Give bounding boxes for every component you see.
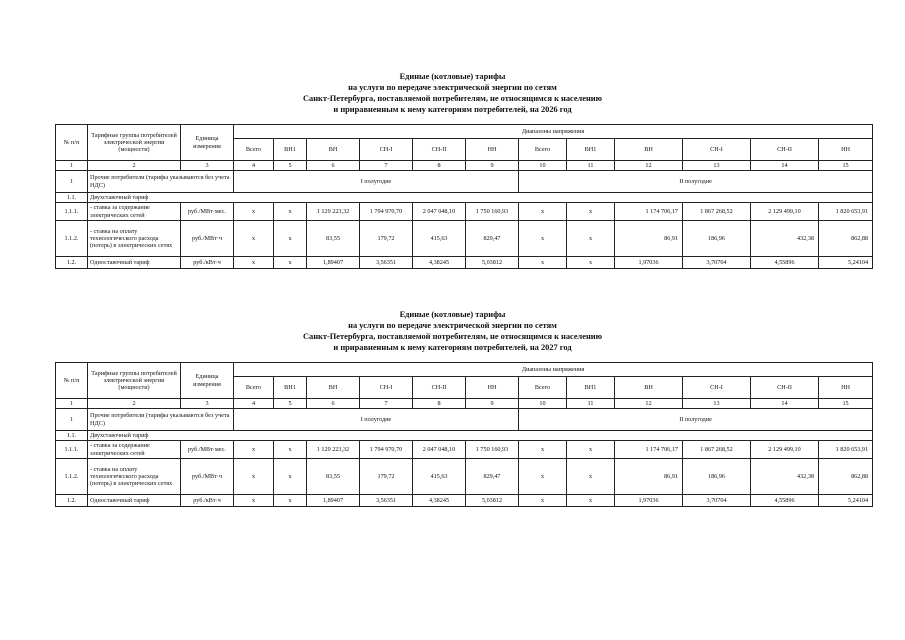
value-cell: х xyxy=(234,203,274,221)
header-col: Всего xyxy=(234,139,274,161)
value-cell: х xyxy=(519,441,567,459)
value-cell: 3,70704 xyxy=(683,257,751,269)
title-line: Санкт-Петербурга, поставляемой потребителям, не относящимся к населению xyxy=(302,94,603,103)
value-cell: х xyxy=(274,221,307,257)
row-label: - ставка на оплату технологического расхода (потерь) в электрических сетях xyxy=(88,221,181,257)
index-cell: 13 xyxy=(683,399,751,409)
row-num: 1.1. xyxy=(56,431,88,441)
header-col: ВН xyxy=(307,139,360,161)
value-cell: 2 047 048,10 xyxy=(413,441,466,459)
index-cell: 6 xyxy=(307,399,360,409)
index-cell: 5 xyxy=(274,161,307,171)
value-cell: 862,88 xyxy=(819,459,873,495)
header-col: СН-II xyxy=(413,139,466,161)
header-col: СН-I xyxy=(360,139,413,161)
header-col: ВН1 xyxy=(567,377,615,399)
value-cell: 2 129 499,10 xyxy=(751,441,819,459)
value-cell: х xyxy=(234,221,274,257)
value-cell: 4,38245 xyxy=(413,495,466,507)
index-cell: 8 xyxy=(413,399,466,409)
tariff-table-2026 xyxy=(55,124,873,269)
value-cell: 2 047 048,10 xyxy=(413,203,466,221)
header-groups: Тарифные группы потребителей электрической энергии (мощности) xyxy=(88,125,181,161)
header-col: Всего xyxy=(519,139,567,161)
header-col: НН xyxy=(819,139,873,161)
value-cell: 83,55 xyxy=(307,459,360,495)
index-cell: 12 xyxy=(615,399,683,409)
row-unit: руб./МВт·ч xyxy=(181,221,234,257)
index-cell: 6 xyxy=(307,161,360,171)
row-unit: руб./кВт·ч xyxy=(181,257,234,269)
index-cell: 11 xyxy=(567,161,615,171)
row-label: Прочие потребители (тарифы указываются без учета НДС) xyxy=(88,171,234,193)
value-cell: х xyxy=(234,257,274,269)
index-cell: 12 xyxy=(615,161,683,171)
title-line: Санкт-Петербурга, поставляемой потребителям, не относящимся к населению xyxy=(302,332,603,341)
value-cell: 1 750 160,93 xyxy=(466,203,519,221)
value-cell: 86,91 xyxy=(615,459,683,495)
value-cell: 432,38 xyxy=(751,221,819,257)
row-num: 1.1.2. xyxy=(56,221,88,257)
value-cell: 5,24104 xyxy=(819,495,873,507)
row-num: 1.1.1. xyxy=(56,203,88,221)
header-col: СН-I xyxy=(683,377,751,399)
row-unit: руб./МВт·мес. xyxy=(181,203,234,221)
half-year-2: II полугодие xyxy=(519,409,873,431)
value-cell: 179,72 xyxy=(360,221,413,257)
value-cell: 4,55896 xyxy=(751,495,819,507)
half-year-2: II полугодие xyxy=(519,171,873,193)
header-col: Всего xyxy=(519,377,567,399)
value-cell: х xyxy=(567,441,615,459)
value-cell: 1 820 653,91 xyxy=(819,203,873,221)
row-unit: руб./МВт·мес. xyxy=(181,441,234,459)
value-cell: х xyxy=(274,441,307,459)
header-unit: Единица измерения xyxy=(181,125,234,161)
value-cell: 4,38245 xyxy=(413,257,466,269)
row-label: - ставка на оплату технологического расхода (потерь) в электрических сетях xyxy=(88,459,181,495)
value-cell: х xyxy=(274,257,307,269)
index-cell: 10 xyxy=(519,399,567,409)
header-col: СН-I xyxy=(683,139,751,161)
header-col: СН-I xyxy=(360,377,413,399)
value-cell: 186,96 xyxy=(683,459,751,495)
row-unit: руб./кВт·ч xyxy=(181,495,234,507)
title-line: и приравненным к нему категориям потребителей, на 2026 год xyxy=(333,105,572,114)
value-cell: 1,97036 xyxy=(615,495,683,507)
index-cell: 7 xyxy=(360,161,413,171)
row-num: 1.1. xyxy=(56,193,88,203)
header-col: ВН xyxy=(615,139,683,161)
row-label: Прочие потребители (тарифы указываются без учета НДС) xyxy=(88,409,234,431)
value-cell: х xyxy=(274,459,307,495)
header-num: № п/п xyxy=(56,125,88,161)
value-cell: 3,56351 xyxy=(360,257,413,269)
value-cell: 432,38 xyxy=(751,459,819,495)
row-num: 1 xyxy=(56,409,88,431)
value-cell: 186,96 xyxy=(683,221,751,257)
value-cell: 5,03812 xyxy=(466,257,519,269)
index-cell: 2 xyxy=(88,399,181,409)
title-line: и приравненным к нему категориям потребителей, на 2027 год xyxy=(333,343,572,352)
row-num: 1.1.1. xyxy=(56,441,88,459)
header-col: ВН1 xyxy=(274,139,307,161)
index-cell: 14 xyxy=(751,399,819,409)
header-col: СН-II xyxy=(751,139,819,161)
value-cell: 83,55 xyxy=(307,221,360,257)
value-cell: 3,56351 xyxy=(360,495,413,507)
header-col: НН xyxy=(819,377,873,399)
header-voltage-ranges: Диапазоны напряжения xyxy=(234,125,873,139)
row-label: - ставка за содержание электрических сетей xyxy=(88,203,181,221)
half-year-1: I полугодие xyxy=(234,171,519,193)
row-num: 1 xyxy=(56,171,88,193)
row-label: Одноставочный тариф xyxy=(88,257,181,269)
row-label: Одноставочный тариф xyxy=(88,495,181,507)
index-cell: 4 xyxy=(234,399,274,409)
index-cell: 15 xyxy=(819,161,873,171)
title-line: на услуги по передаче электрической энергии по сетям xyxy=(348,83,557,92)
value-cell: х xyxy=(567,495,615,507)
value-cell: х xyxy=(519,495,567,507)
index-cell: 8 xyxy=(413,161,466,171)
index-cell: 4 xyxy=(234,161,274,171)
value-cell: х xyxy=(567,257,615,269)
value-cell: 415,63 xyxy=(413,221,466,257)
header-col: ВН xyxy=(615,377,683,399)
index-cell: 3 xyxy=(181,161,234,171)
header-unit: Единица измерения xyxy=(181,363,234,399)
half-year-1: I полугодие xyxy=(234,409,519,431)
value-cell: х xyxy=(234,459,274,495)
value-cell: х xyxy=(519,203,567,221)
header-col: СН-II xyxy=(751,377,819,399)
value-cell: 5,03812 xyxy=(466,495,519,507)
header-groups: Тарифные группы потребителей электрической энергии (мощности) xyxy=(88,363,181,399)
value-cell: 1,97036 xyxy=(615,257,683,269)
header-col: НН xyxy=(466,377,519,399)
value-cell: 179,72 xyxy=(360,459,413,495)
row-unit: руб./МВт·ч xyxy=(181,459,234,495)
index-cell: 15 xyxy=(819,399,873,409)
index-cell: 9 xyxy=(466,399,519,409)
header-col: ВН1 xyxy=(567,139,615,161)
header-num: № п/п xyxy=(56,363,88,399)
value-cell: 862,88 xyxy=(819,221,873,257)
tariff-title-2026 xyxy=(0,71,905,115)
header-col: ВН1 xyxy=(274,377,307,399)
value-cell: х xyxy=(234,441,274,459)
index-cell: 11 xyxy=(567,399,615,409)
value-cell: 415,63 xyxy=(413,459,466,495)
value-cell: х xyxy=(274,495,307,507)
row-num: 1.2. xyxy=(56,257,88,269)
header-col: НН xyxy=(466,139,519,161)
value-cell: 1 174 706,17 xyxy=(615,441,683,459)
tariff-table-2027 xyxy=(55,362,873,507)
value-cell: 86,91 xyxy=(615,221,683,257)
header-col: СН-II xyxy=(413,377,466,399)
index-cell: 7 xyxy=(360,399,413,409)
value-cell: 1 794 970,70 xyxy=(360,441,413,459)
index-cell: 10 xyxy=(519,161,567,171)
index-cell: 1 xyxy=(56,161,88,171)
value-cell: 1,89407 xyxy=(307,495,360,507)
value-cell: 1 820 653,91 xyxy=(819,441,873,459)
title-line: Единые (котловые) тарифы xyxy=(399,72,506,81)
value-cell: 3,70704 xyxy=(683,495,751,507)
value-cell: 829,47 xyxy=(466,221,519,257)
value-cell: х xyxy=(519,257,567,269)
index-cell: 3 xyxy=(181,399,234,409)
value-cell: 5,24104 xyxy=(819,257,873,269)
value-cell: х xyxy=(519,459,567,495)
value-cell: 1 867 268,52 xyxy=(683,203,751,221)
value-cell: х xyxy=(567,459,615,495)
tariff-title-2027 xyxy=(0,309,905,353)
index-cell: 5 xyxy=(274,399,307,409)
value-cell: 1 129 223,32 xyxy=(307,441,360,459)
index-cell: 9 xyxy=(466,161,519,171)
header-voltage-ranges: Диапазоны напряжения xyxy=(234,363,873,377)
index-cell: 14 xyxy=(751,161,819,171)
value-cell: х xyxy=(234,495,274,507)
value-cell: х xyxy=(567,221,615,257)
row-label: Двухставочный тариф xyxy=(88,431,873,441)
row-label: Двухставочный тариф xyxy=(88,193,873,203)
value-cell: 1,89407 xyxy=(307,257,360,269)
value-cell: 1 867 268,52 xyxy=(683,441,751,459)
value-cell: 1 129 223,32 xyxy=(307,203,360,221)
index-cell: 1 xyxy=(56,399,88,409)
value-cell: 1 174 706,17 xyxy=(615,203,683,221)
header-col: ВН xyxy=(307,377,360,399)
index-cell: 13 xyxy=(683,161,751,171)
value-cell: 1 750 160,93 xyxy=(466,441,519,459)
row-label: - ставка за содержание электрических сетей xyxy=(88,441,181,459)
title-line: Единые (котловые) тарифы xyxy=(399,310,506,319)
row-num: 1.1.2. xyxy=(56,459,88,495)
value-cell: х xyxy=(567,203,615,221)
title-line: на услуги по передаче электрической энергии по сетям xyxy=(348,321,557,330)
index-cell: 2 xyxy=(88,161,181,171)
value-cell: 1 794 970,70 xyxy=(360,203,413,221)
value-cell: 2 129 499,10 xyxy=(751,203,819,221)
value-cell: х xyxy=(519,221,567,257)
value-cell: х xyxy=(274,203,307,221)
row-num: 1.2. xyxy=(56,495,88,507)
value-cell: 4,55896 xyxy=(751,257,819,269)
value-cell: 829,47 xyxy=(466,459,519,495)
header-col: Всего xyxy=(234,377,274,399)
